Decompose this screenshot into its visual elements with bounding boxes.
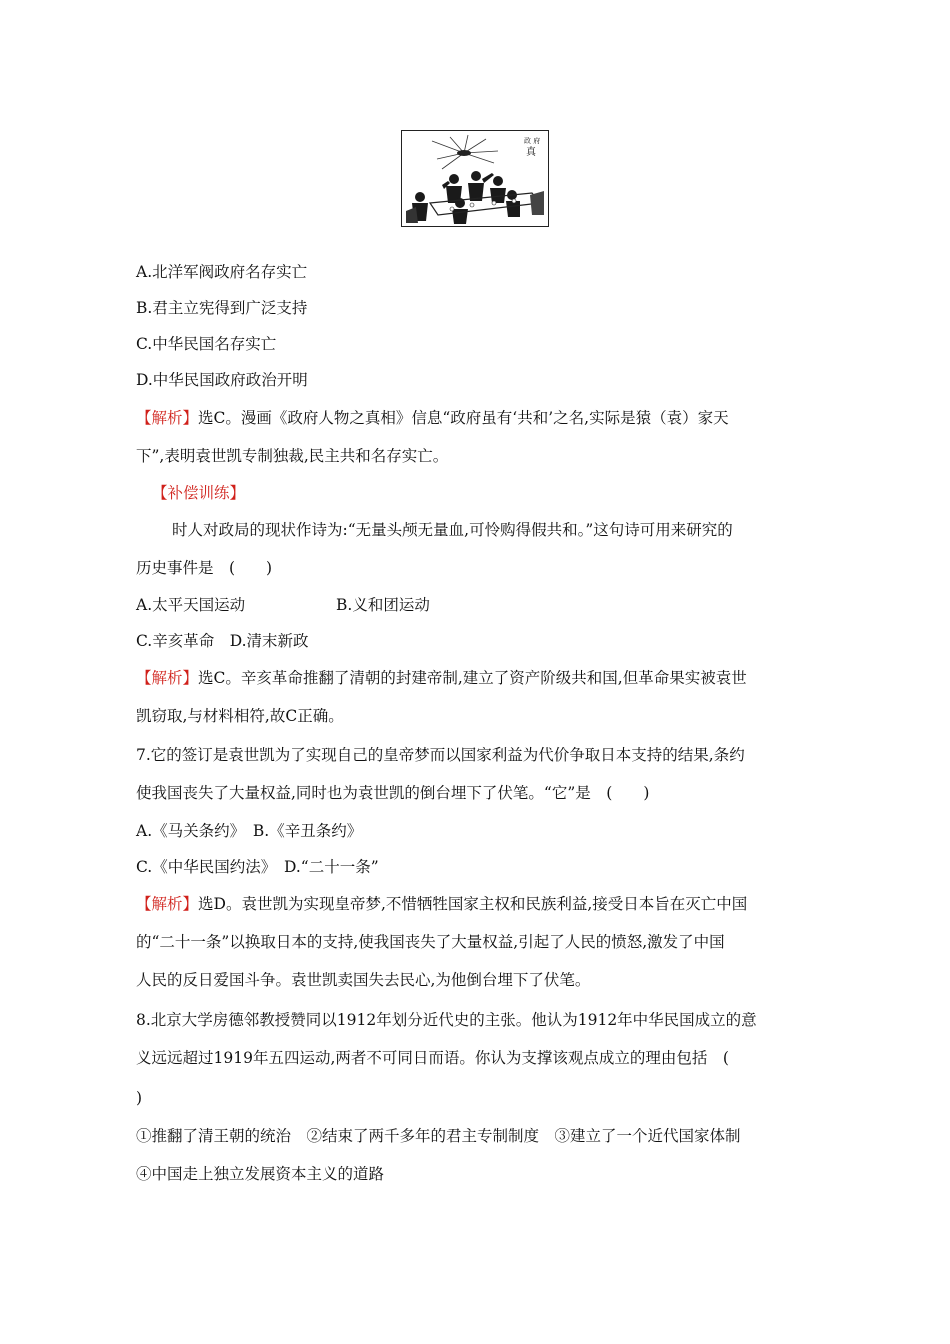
- supplement-option-b: B.义和团运动: [336, 596, 430, 614]
- question-7-analysis: [136, 894, 747, 914]
- analysis-tag: 【解析】: [136, 895, 199, 913]
- analysis-line: [136, 408, 729, 428]
- svg-text:真: 真: [526, 147, 536, 158]
- question-7-option-ab: A.《马关条约》 B.《辛丑条约》: [136, 822, 363, 840]
- supplement-analysis: [136, 668, 747, 688]
- analysis-text: 选C。辛亥革命推翻了清朝的封建帝制,建立了资产阶级共和国,但革命果实被袁世: [198, 669, 747, 687]
- question-8: 8.北京大学房德邻教授赞同以1912年划分近代史的主张。他认为1912年中华民国成立的意: [136, 1011, 757, 1029]
- cartoon-government-figures-image: [402, 131, 548, 226]
- supplement-analysis: 凯窃取,与材料相符,故C正确。: [136, 707, 344, 725]
- question-7-analysis: 人民的反日爱国斗争。袁世凯卖国失去民心,为他倒台埋下了伏笔。: [136, 971, 591, 989]
- question-7: 使我国丧失了大量权益,同时也为袁世凯的倒台埋下了伏笔。“它”是 ( ): [136, 784, 650, 802]
- supplement-question: 历史事件是 ( ): [136, 559, 273, 577]
- question-8-items: ④中国走上独立发展资本主义的道路: [136, 1165, 385, 1183]
- svg-text:政 府: 政 府: [524, 137, 541, 145]
- analysis-tag: 【解析】: [136, 669, 199, 687]
- supplement-title: 【补偿训练】: [152, 484, 246, 502]
- question-8: ): [136, 1089, 143, 1107]
- supplement-question: 时人对政局的现状作诗为:“无量头颅无量血,可怜购得假共和。”这句诗可用来研究的: [172, 521, 733, 539]
- supplement-option-cd: C.辛亥革命 D.清末新政: [136, 632, 309, 650]
- analysis-text: 选C。漫画《政府人物之真相》信息“政府虽有‘共和’之名,实际是猿（袁）家天: [198, 409, 729, 427]
- option-b: B.君主立宪得到广泛支持: [136, 299, 308, 317]
- question-7-analysis: 的“二十一条”以换取日本的支持,使我国丧失了大量权益,引起了人民的愤怒,激发了中国: [136, 933, 725, 951]
- option-c: C.中华民国名存实亡: [136, 335, 277, 353]
- analysis-tag: 【解析】: [136, 409, 199, 427]
- analysis-text: 选D。袁世凯为实现皇帝梦,不惜牺牲国家主权和民族利益,接受日本旨在灭亡中国: [198, 895, 748, 913]
- cartoon-image: [401, 130, 549, 227]
- question-8: 义远远超过1919年五四运动,两者不可同日而语。你认为支撑该观点成立的理由包括 (: [136, 1049, 729, 1067]
- option-d: D.中华民国政府政治开明: [136, 371, 308, 389]
- option-a: A.北洋军阀政府名存实亡: [136, 263, 308, 281]
- supplement-option-a: A.太平天国运动: [136, 596, 246, 614]
- question-8-items: ①推翻了清王朝的统治 ②结束了两千多年的君主专制制度 ③建立了一个近代国家体制: [136, 1127, 741, 1145]
- question-7: 7.它的签订是袁世凯为了实现自己的皇帝梦而以国家利益为代价争取日本支持的结果,条约: [136, 746, 745, 764]
- question-7-option-cd: C.《中华民国约法》 D.“二十一条”: [136, 858, 379, 876]
- analysis-line: 下”,表明袁世凯专制独裁,民主共和名存实亡。: [136, 447, 449, 465]
